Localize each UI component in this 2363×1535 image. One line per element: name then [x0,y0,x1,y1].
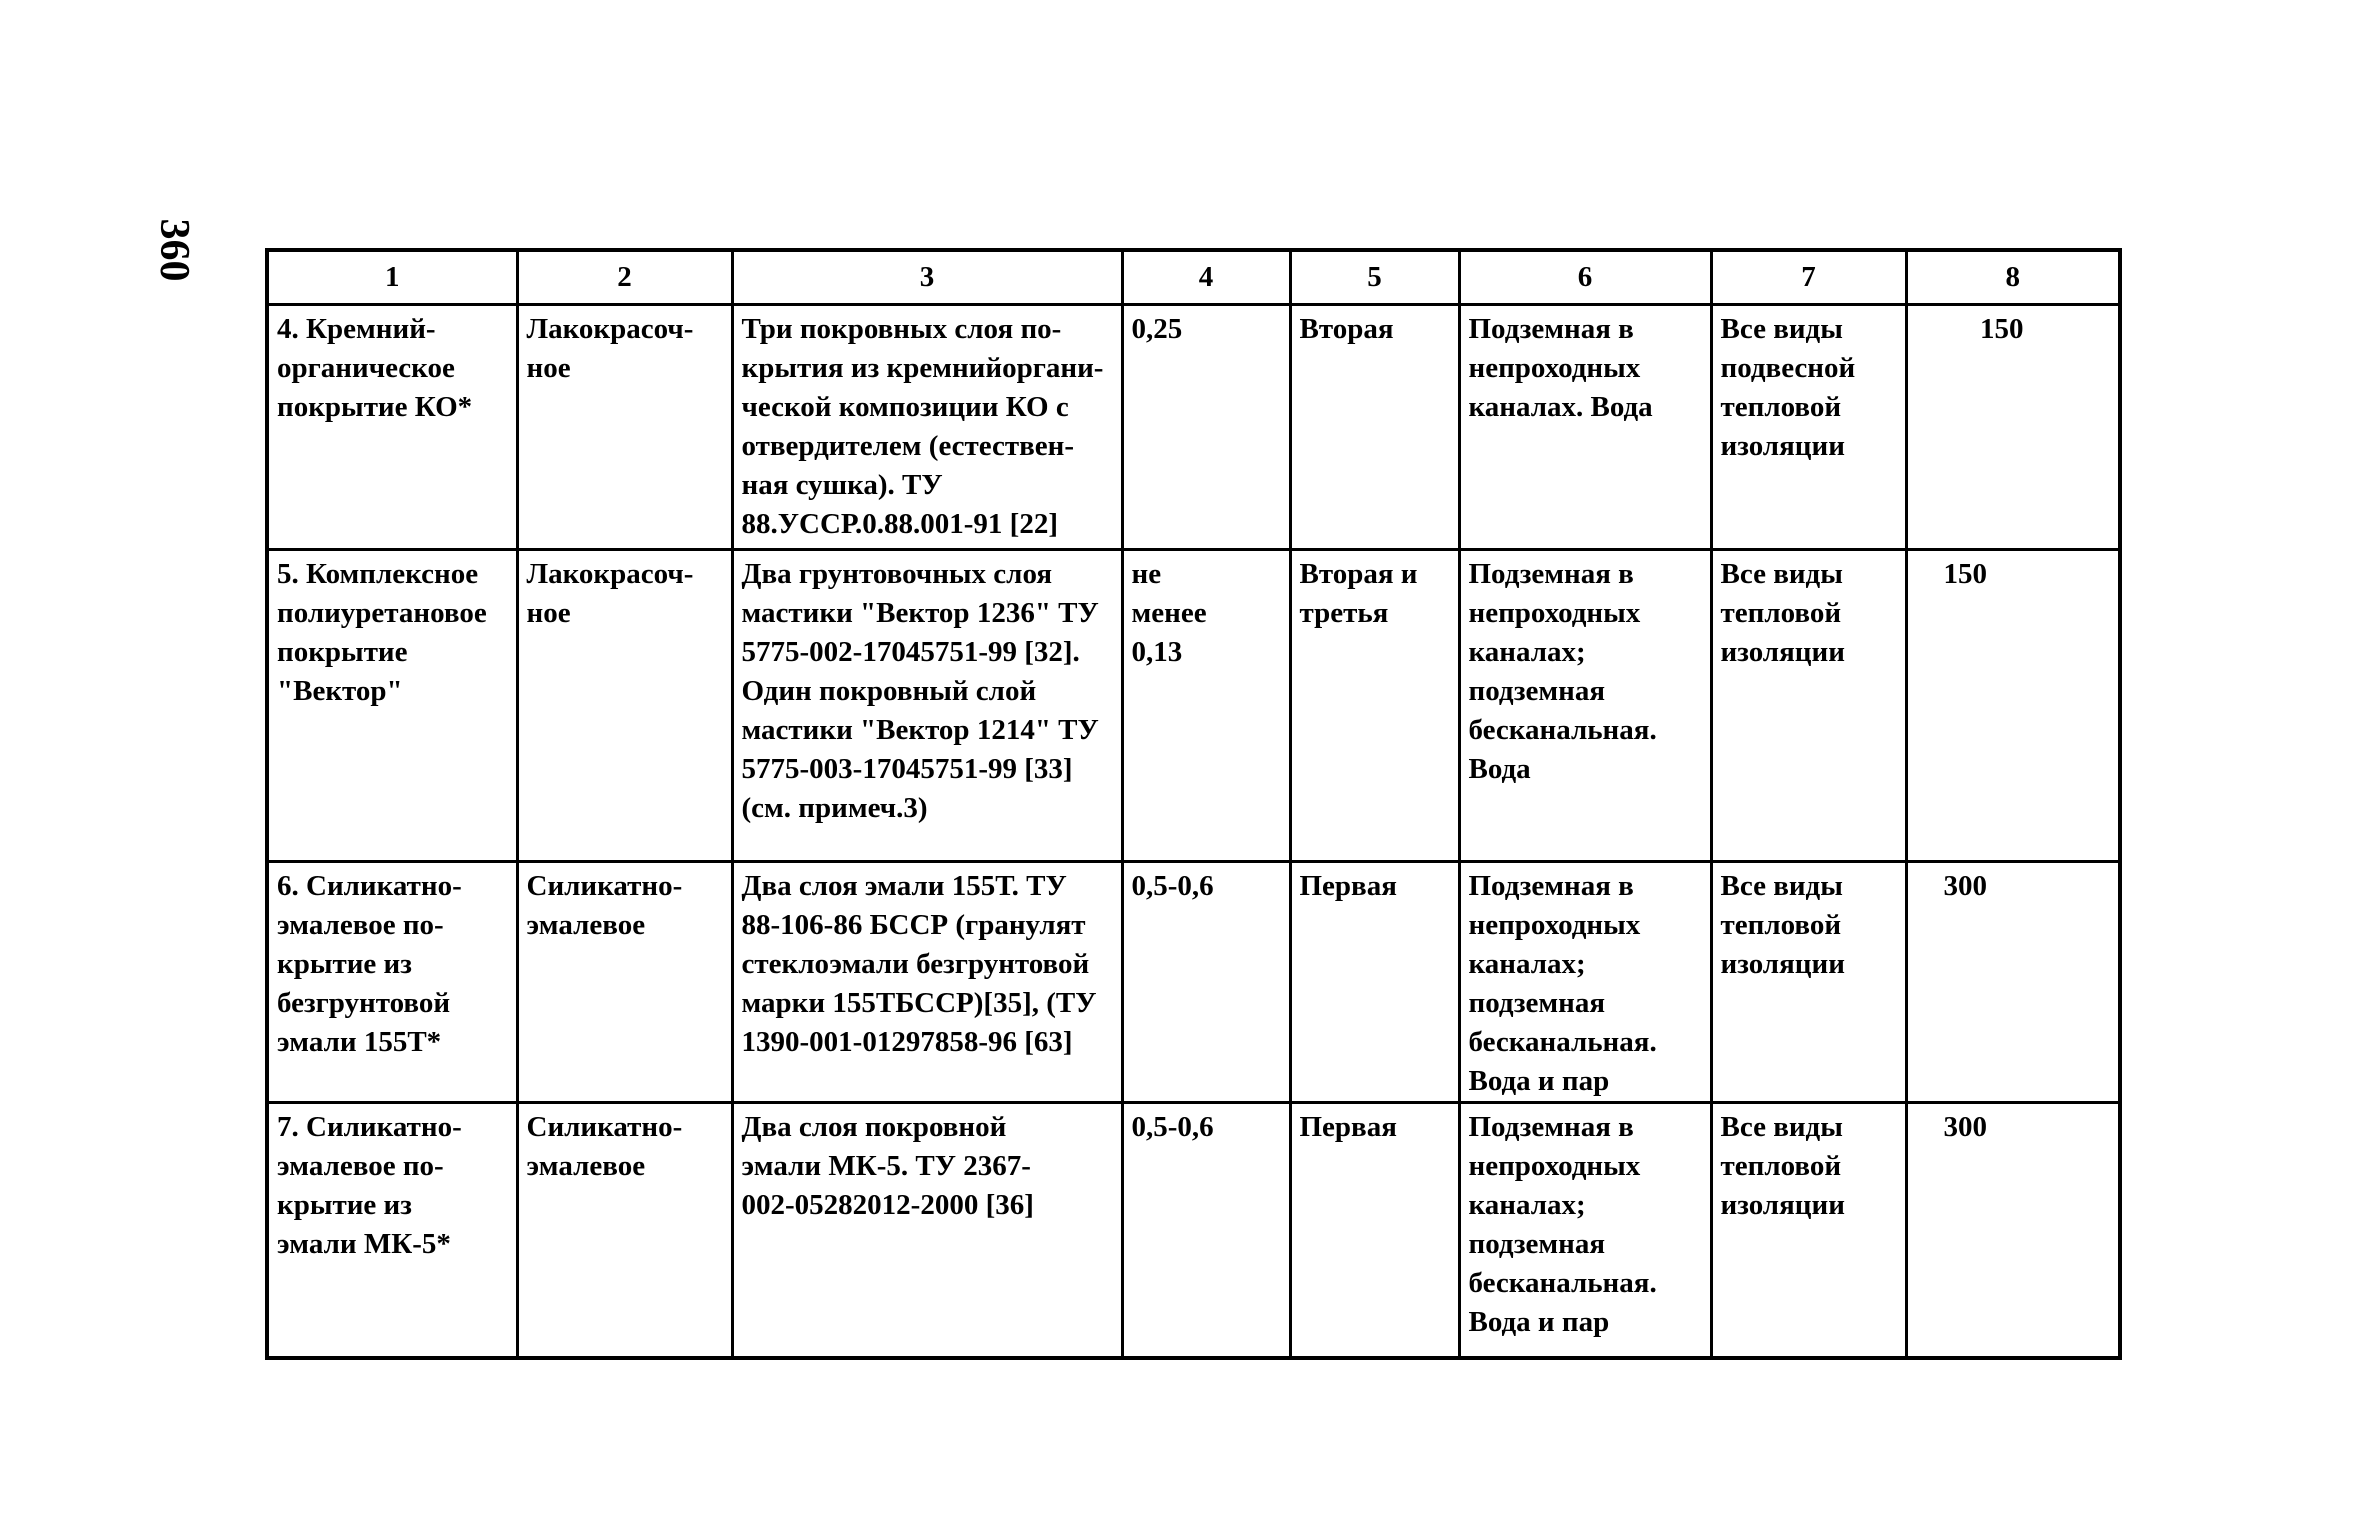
thickness-cell [1122,862,1290,1103]
cell-line: Вода и пар [1468,1306,1610,1338]
table-header [267,250,2120,305]
cell-line: стеклоэмали безгрунтовой [741,948,1090,980]
insulation-type-cell [1711,862,1906,1103]
cell-line: изоляции [1720,948,1845,980]
application-conditions-cell [1459,550,1711,862]
cell-line: Вода и пар [1468,1065,1610,1097]
cell-line: менее [1131,597,1207,629]
cell-line: Все виды [1720,870,1843,902]
cell-line: Все виды [1720,558,1843,590]
cell-line: Подземная в [1468,1111,1634,1143]
cell-line: Все виды [1720,1111,1843,1143]
cell-line: подвесной [1720,352,1856,384]
cell-line: крытие из [277,948,412,980]
application-conditions-cell [1459,1103,1711,1358]
service-life-cell: 150 [1906,305,2120,550]
cell-line: не [1131,558,1162,590]
coating-type-cell [517,305,732,550]
thickness-cell [1122,1103,1290,1358]
cell-line: "Вектор" [277,675,403,707]
cell-line: Вторая и [1299,558,1418,590]
cell-line: непроходных [1468,597,1641,629]
cell-line: 0,25 [1131,313,1183,345]
cell-line: 0,13 [1131,636,1183,668]
header-col-7: 7 [1711,250,1906,305]
cell-line: Два слоя эмали 155Т. ТУ [741,870,1067,902]
category-cell [1290,550,1459,862]
cell-line: Первая [1299,1111,1397,1143]
cell-line: Один покровный слой [741,675,1037,707]
coating-name-cell [267,550,517,862]
insulation-type-cell [1711,305,1906,550]
cell-line: мастики "Вектор 1236" ТУ [741,597,1099,629]
coating-type-cell [517,1103,732,1358]
cell-line: бесканальная. [1468,1267,1657,1299]
cell-line: Первая [1299,870,1397,902]
cell-line: 5. Комплексное [277,558,479,590]
cell-line: 88-106-86 БССР (гранулят [741,909,1086,941]
layers-composition-cell [732,862,1122,1103]
service-life-cell: 300 [1906,862,2120,1103]
cell-line: Силикатно- [526,1111,683,1143]
cell-line: Все виды [1720,313,1843,345]
cell-line: подземная [1468,987,1606,1019]
service-life-cell: 300 [1906,1103,2120,1358]
header-col-8: 8 [1906,250,2120,305]
cell-line: полиуретановое [277,597,487,629]
layers-composition-cell [732,550,1122,862]
cell-line: эмалевое [526,1150,646,1182]
cell-line: изоляции [1720,1189,1845,1221]
cell-line: Три покровных слоя по- [741,313,1062,345]
cell-line: Силикатно- [526,870,683,902]
cell-line: покрытие [277,636,408,668]
cell-line: тепловой [1720,1150,1842,1182]
cell-line: безгрунтовой [277,987,451,1019]
cell-line: 002-05282012-2000 [36] [741,1189,1034,1221]
cell-line: Два слоя покровной [741,1111,1007,1143]
cell-line: 6. Силикатно- [277,870,462,902]
cell-line: ная сушка). ТУ [741,469,943,501]
cell-line: тепловой [1720,597,1842,629]
cell-line: каналах. Вода [1468,391,1653,423]
cell-line: эмалевое по- [277,1150,444,1182]
cell-line: Два грунтовочных слоя [741,558,1053,590]
cell-line: подземная [1468,675,1606,707]
cell-line: непроходных [1468,352,1641,384]
application-conditions-cell [1459,862,1711,1103]
cell-line: ное [526,352,571,384]
cell-line: 0,5-0,6 [1131,1111,1214,1143]
cell-line: каналах; [1468,636,1586,668]
coating-name-cell [267,305,517,550]
table-row [267,862,2120,1103]
cell-line: эмали МК-5. ТУ 2367- [741,1150,1031,1182]
cell-line: ное [526,597,571,629]
cell-line: третья [1299,597,1389,629]
cell-line: непроходных [1468,1150,1641,1182]
cell-line: крытия из кремнийоргани- [741,352,1104,384]
coating-name-cell [267,1103,517,1358]
cell-line: непроходных [1468,909,1641,941]
cell-line: Лакокрасоч- [526,558,694,590]
cell-line: мастики "Вектор 1214" ТУ [741,714,1099,746]
cell-line: бесканальная. [1468,1026,1657,1058]
cell-line: Лакокрасоч- [526,313,694,345]
header-col-1: 1 [267,250,517,305]
cell-line: 4. Кремний- [277,313,436,345]
cell-line: изоляции [1720,430,1845,462]
cell-line: марки 155ТБССР)[35], (ТУ [741,987,1097,1019]
cell-line: эмали 155Т* [277,1026,442,1058]
cell-line: 88.УССР.0.88.001-91 [22] [741,508,1058,540]
header-col-4: 4 [1122,250,1290,305]
header-col-2: 2 [517,250,732,305]
cell-line: 5775-003-17045751-99 [33] [741,753,1073,785]
cell-line: подземная [1468,1228,1606,1260]
category-cell [1290,862,1459,1103]
thickness-cell [1122,550,1290,862]
cell-line: тепловой [1720,391,1842,423]
header-col-5: 5 [1290,250,1459,305]
cell-line: 5775-002-17045751-99 [32]. [741,636,1080,668]
cell-line: Вода [1468,753,1531,785]
insulation-type-cell [1711,550,1906,862]
cell-line: каналах; [1468,1189,1586,1221]
header-col-3: 3 [732,250,1122,305]
layers-composition-cell [732,305,1122,550]
layers-composition-cell [732,1103,1122,1358]
cell-line: ческой композиции КО с [741,391,1069,423]
cell-line: 7. Силикатно- [277,1111,462,1143]
coating-name-cell [267,862,517,1103]
cell-line: эмалевое [526,909,646,941]
header-col-6: 6 [1459,250,1711,305]
cell-line: крытие из [277,1189,412,1221]
table-row [267,305,2120,550]
cell-line: тепловой [1720,909,1842,941]
application-conditions-cell [1459,305,1711,550]
cell-line: Подземная в [1468,870,1634,902]
cell-line: отвердителем (естествен- [741,430,1075,462]
insulation-type-cell [1711,1103,1906,1358]
cell-line: эмали МК-5* [277,1228,451,1260]
table-body [267,305,2120,1358]
coating-type-cell [517,550,732,862]
cell-line: покрытие КО* [277,391,473,423]
category-cell [1290,1103,1459,1358]
cell-line: эмалевое по- [277,909,444,941]
header-row [267,250,2120,305]
cell-line: каналах; [1468,948,1586,980]
coatings-table [265,248,2122,1360]
cell-line: Подземная в [1468,313,1634,345]
cell-line: органическое [277,352,455,384]
cell-line: Вторая [1299,313,1394,345]
cell-line: бесканальная. [1468,714,1657,746]
table-row [267,1103,2120,1358]
cell-line: 1390-001-01297858-96 [63] [741,1026,1073,1058]
cell-line: изоляции [1720,636,1845,668]
page-number: 360 [151,218,197,282]
coating-type-cell [517,862,732,1103]
cell-line: (см. примеч.3) [741,792,928,824]
cell-line: 0,5-0,6 [1131,870,1214,902]
cell-line: Подземная в [1468,558,1634,590]
category-cell [1290,305,1459,550]
table-row [267,550,2120,862]
service-life-cell: 150 [1906,550,2120,862]
thickness-cell [1122,305,1290,550]
